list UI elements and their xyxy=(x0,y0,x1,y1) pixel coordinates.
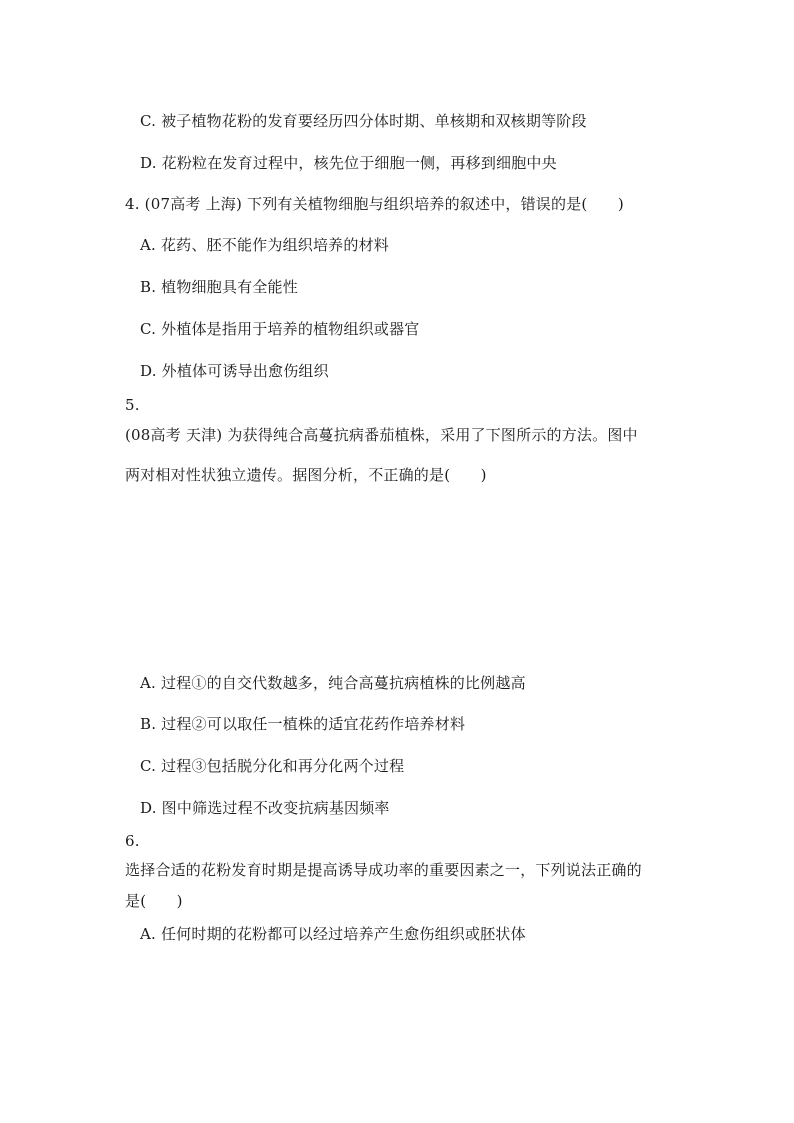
q5-option-a: A. 过程①的自交代数越多，纯合高蔓抗病植株的比例越高 xyxy=(140,674,526,692)
q5-option-c: C. 过程③包括脱分化和再分化两个过程 xyxy=(140,757,405,775)
q6-stem-line2: 是( ) xyxy=(125,892,183,910)
q5-figure-area xyxy=(125,500,670,660)
q5-option-d: D. 图中筛选过程不改变抗病基因频率 xyxy=(140,799,390,817)
q3-option-d: D. 花粉粒在发育过程中，核先位于细胞一侧，再移到细胞中央 xyxy=(140,154,557,172)
q4-option-d: D. 外植体可诱导出愈伤组织 xyxy=(140,362,329,380)
q4-stem: 4. (07高考 上海) 下列有关植物细胞与组织培养的叙述中，错误的是( ) xyxy=(125,195,624,213)
q3-option-c: C. 被子植物花粉的发育要经历四分体时期、单核期和双核期等阶段 xyxy=(140,112,587,130)
q5-number: 5. xyxy=(125,396,140,414)
q4-option-b: B. 植物细胞具有全能性 xyxy=(140,278,298,296)
q5-stem-line2: 两对相对性状独立遗传。据图分析，不正确的是( ) xyxy=(125,466,487,484)
q6-number: 6. xyxy=(125,832,140,850)
q5-option-b: B. 过程②可以取任一植株的适宜花药作培养材料 xyxy=(140,715,466,733)
q4-option-c: C. 外植体是指用于培养的植物组织或器官 xyxy=(140,320,420,338)
q6-stem-line1: 选择合适的花粉发育时期是提高诱导成功率的重要因素之一，下列说法正确的 xyxy=(125,861,642,879)
q6-option-a: A. 任何时期的花粉都可以经过培养产生愈伤组织或胚状体 xyxy=(140,925,526,943)
q5-stem-line1: (08高考 天津) 为获得纯合高蔓抗病番茄植株，采用了下图所示的方法。图中 xyxy=(125,426,638,444)
q4-option-a: A. 花药、胚不能作为组织培养的材料 xyxy=(140,236,389,254)
